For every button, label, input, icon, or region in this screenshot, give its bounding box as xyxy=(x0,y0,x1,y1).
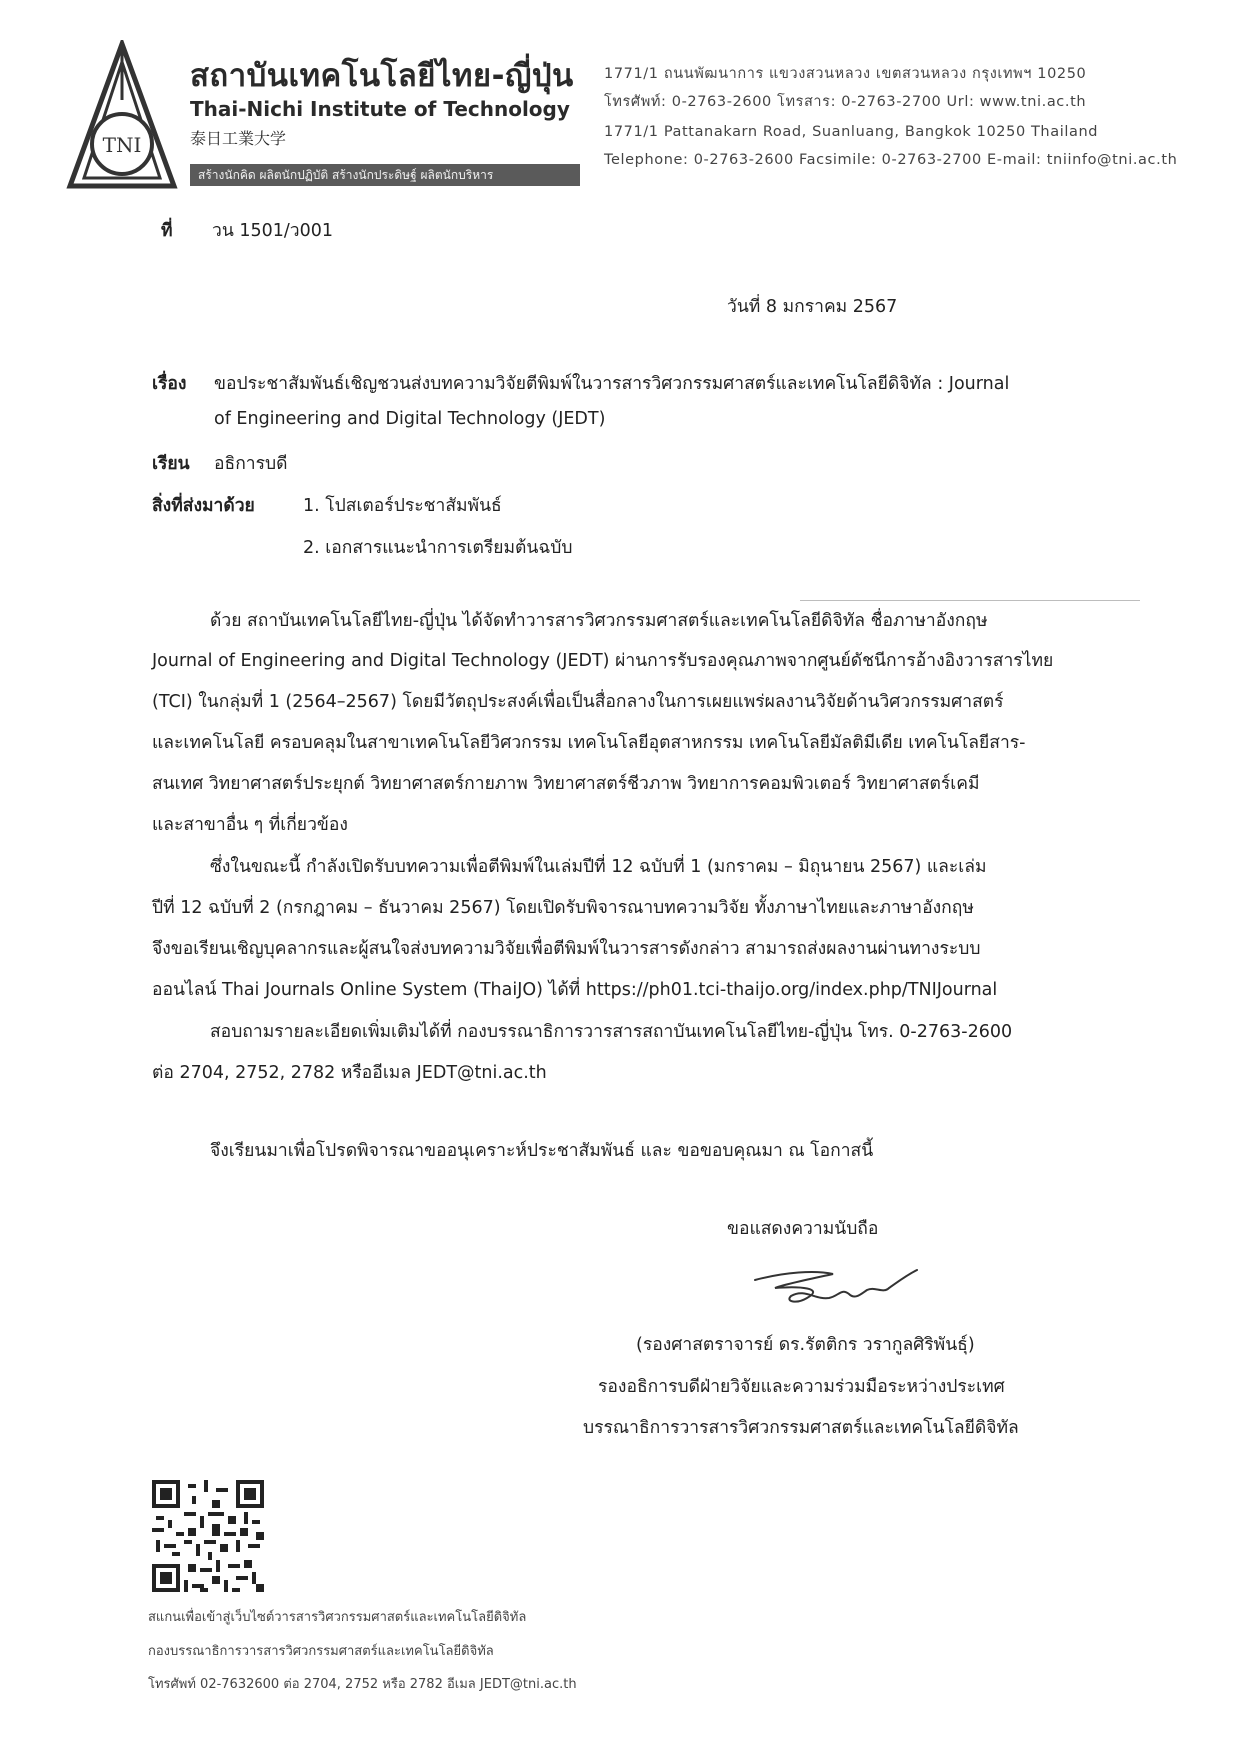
contact-en: Telephone: 0-2763-2600 Facsimile: 0-2763-2700 E-mail: tniinfo@tni.ac.th xyxy=(604,152,1178,168)
signer-title-2: บรรณาธิการวารสารวิศวกรรมศาสตร์และเทคโนโลยีดิจิทัล xyxy=(583,1418,1019,1438)
para2-line: จึงขอเรียนเชิญบุคลากรและผู้สนใจส่งบทความวิจัยเพื่อตีพิมพ์ในวารสารดังกล่าว สามารถส่งผลงานผ่านทางระบบ xyxy=(152,939,981,959)
to-label: เรียน xyxy=(152,454,190,474)
contact-th: โทรศัพท์: 0-2763-2600 โทรสาร: 0-2763-2700 Url: www.tni.ac.th xyxy=(604,94,1087,110)
signer-name: (รองศาสตราจารย์ ดร.รัตติกร วรากูลศิริพันธุ์) xyxy=(636,1335,975,1355)
para3-line: ต่อ 2704, 2752, 2782 หรืออีเมล JEDT@tni.ac.th xyxy=(152,1063,547,1083)
divider-line xyxy=(800,600,1140,601)
institute-name-en: Thai-Nichi Institute of Technology xyxy=(190,97,570,121)
institute-name-jp: 泰日工業大学 xyxy=(190,129,287,148)
address-en: 1771/1 Pattanakarn Road, Suanluang, Bangkok 10250 Thailand xyxy=(604,124,1099,140)
para1-line: และเทคโนโลยี ครอบคลุมในสาขาเทคโนโลยีวิศวกรรม เทคโนโลยีอุตสาหกรรม เทคโนโลยีมัลติมีเดีย เทคโนโลยีสาร- xyxy=(152,733,1026,753)
signer-title-1: รองอธิการบดีฝ่ายวิจัยและความร่วมมือระหว่างประเทศ xyxy=(598,1377,1005,1397)
footer-office: กองบรรณาธิการวารสารวิศวกรรมศาสตร์และเทคโนโลยีดิจิทัล xyxy=(148,1644,494,1659)
closing-request: จึงเรียนมาเพื่อโปรดพิจารณาขออนุเคราะห์ประชาสัมพันธ์ และ ขอขอบคุณมา ณ โอกาสนี้ xyxy=(210,1141,874,1161)
subject-line-2: of Engineering and Digital Technology (JEDT) xyxy=(214,409,606,429)
logo-text: TNI xyxy=(102,133,142,157)
ref-number: วน 1501/ว001 xyxy=(212,221,334,241)
para2-line: ซึ่งในขณะนี้ กำลังเปิดรับบทความเพื่อตีพิมพ์ในเล่มปีที่ 12 ฉบับที่ 1 (มกราคม – มิถุนายน 2567) และเล่ม xyxy=(210,857,987,877)
para1-line: และสาขาอื่น ๆ ที่เกี่ยวข้อง xyxy=(152,815,348,835)
para2-line: ปีที่ 12 ฉบับที่ 2 (กรกฎาคม – ธันวาคม 2567) โดยเปิดรับพิจารณาบทความวิจัย ทั้งภาษาไทยและภาษาอังกฤษ xyxy=(152,898,974,918)
para3-line: สอบถามรายละเอียดเพิ่มเติมได้ที่ กองบรรณาธิการวารสารสถาบันเทคโนโลยีไทย-ญี่ปุ่น โทร. 0-2763-2600 xyxy=(210,1022,1013,1042)
address-th: 1771/1 ถนนพัฒนาการ แขวงสวนหลวง เขตสวนหลวง กรุงเทพฯ 10250 xyxy=(604,66,1087,82)
enclosure-label: สิ่งที่ส่งมาด้วย xyxy=(152,496,255,516)
para1-line: ด้วย สถาบันเทคโนโลยีไทย-ญี่ปุ่น ได้จัดทำวารสารวิศวกรรมศาสตร์และเทคโนโลยีดิจิทัล ชื่อภาษาอังกฤษ xyxy=(210,611,988,631)
footer-contact: โทรศัพท์ 02-7632600 ต่อ 2704, 2752 หรือ 2782 อีเมล JEDT@tni.ac.th xyxy=(148,1677,577,1692)
signature-image xyxy=(745,1258,925,1318)
to-value: อธิการบดี xyxy=(214,454,288,474)
letter-date: วันที่ 8 มกราคม 2567 xyxy=(727,297,898,317)
institute-name-th: สถาบันเทคโนโลยีไทย-ญี่ปุ่น xyxy=(190,58,574,94)
qr-caption: สแกนเพื่อเข้าสู่เว็บไซต์วารสารวิศวกรรมศาสตร์และเทคโนโลยีดิจิทัล xyxy=(148,1610,527,1625)
enclosure-item-2: 2. เอกสารแนะนำการเตรียมต้นฉบับ xyxy=(303,538,573,558)
institute-slogan: สร้างนักคิด ผลิตนักปฏิบัติ สร้างนักประดิษฐ์ ผลิตนักบริหาร xyxy=(190,164,580,186)
para1-line: สนเทศ วิทยาศาสตร์ประยุกต์ วิทยาศาสตร์กายภาพ วิทยาศาสตร์ชีวภาพ วิทยาการคอมพิวเตอร์ วิทยาศาสตร์เคมี xyxy=(152,774,980,794)
valediction: ขอแสดงความนับถือ xyxy=(727,1219,879,1239)
ref-label: ที่ xyxy=(161,221,173,241)
para1-line: (TCI) ในกลุ่มที่ 1 (2564–2567) โดยมีวัตถุประสงค์เพื่อเป็นสื่อกลางในการเผยแพร่ผลงานวิจัยด้านวิศวกรรมศาสตร์ xyxy=(152,692,1004,712)
subject-label: เรื่อง xyxy=(152,374,187,394)
para1-line: Journal of Engineering and Digital Technology (JEDT) ผ่านการรับรองคุณภาพจากศูนย์ดัชนีการอ้างอิงวารสารไทย xyxy=(152,651,1054,671)
enclosure-item-1: 1. โปสเตอร์ประชาสัมพันธ์ xyxy=(303,496,502,516)
subject-line-1: ขอประชาสัมพันธ์เชิญชวนส่งบทความวิจัยตีพิมพ์ในวารสารวิศวกรรมศาสตร์และเทคโนโลยีดิจิทัล : Journal xyxy=(214,374,1010,394)
para2-line: ออนไลน์ Thai Journals Online System (ThaiJO) ได้ที่ https://ph01.tci-thaijo.org/index.php/TNIJournal xyxy=(152,980,998,1000)
tni-logo xyxy=(62,40,182,190)
qr-code xyxy=(152,1480,264,1592)
